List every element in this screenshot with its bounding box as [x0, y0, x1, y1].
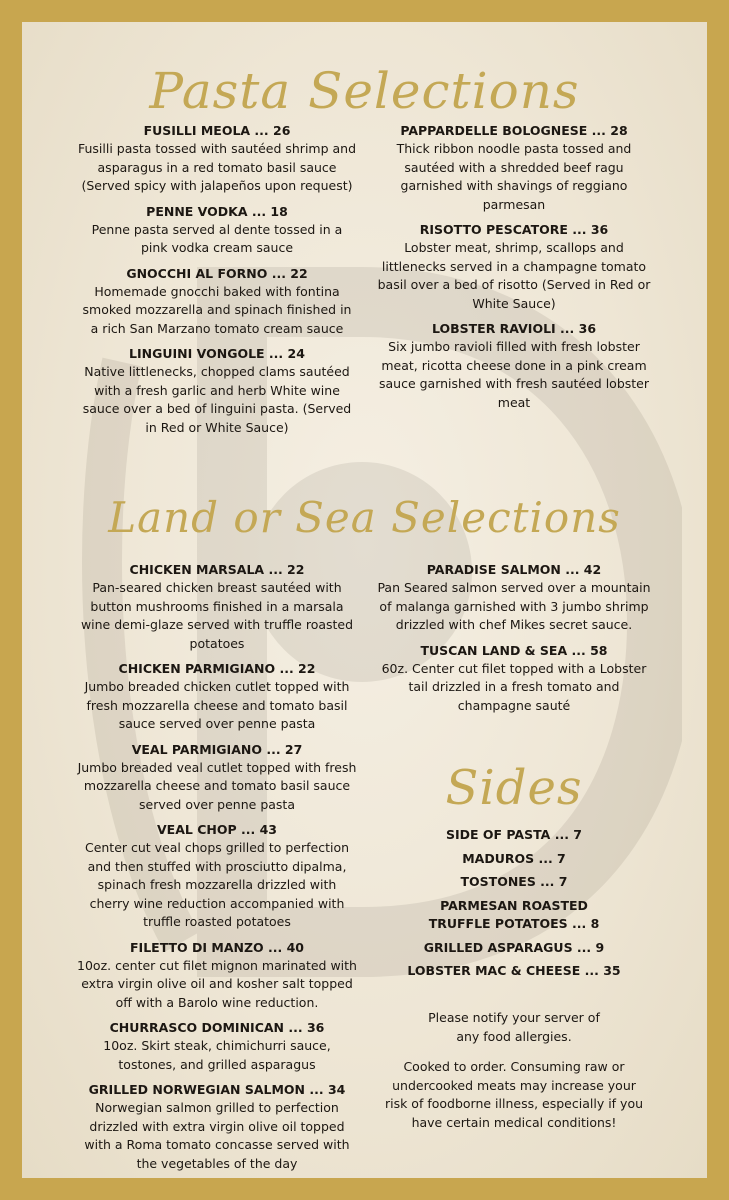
item-description: Center cut veal chops grilled to perfection and then stuffed with prosciutto dipalma, spinach fresh mozzarella drizzled with cherry wine reduction accompanied with truffle roasted potatoes [84, 840, 350, 929]
item-name: VEAL PARMIGIANO ... 27 [131, 741, 303, 757]
land-left-column [77, 561, 357, 1178]
menu-item [77, 345, 357, 437]
item-name: TUSCAN LAND & SEA ... 58 [420, 642, 608, 658]
item-description: Thick ribbon noodle pasta tossed and sautéed with a shredded beef ragu garnished with shavings of reggiano parmesan [396, 141, 632, 212]
item-description: Penne pasta served al dente tossed in a pink vodka cream sauce [91, 221, 343, 255]
menu-item [374, 221, 654, 313]
pasta-right-column [374, 122, 654, 419]
item-description: Lobster meat, shrimp, scallops and littlenecks served in a champagne tomato basil over a bed of risotto (Served in Red or White Sauce) [377, 240, 651, 311]
item-description: Homemade gnocchi baked with fontina smoked mozzarella and spinach finished in a rich San Marzano tomato cream sauce [82, 283, 352, 336]
side-item: SIDE OF PASTA ... 7 [445, 827, 582, 842]
item-description: Jumbo breaded chicken cutlet topped with fresh mozzarella cheese and tomato basil sauce served over penne pasta [84, 679, 350, 731]
pasta-heading: Pasta Selections [149, 62, 580, 120]
menu-item [77, 203, 357, 258]
menu-page [22, 22, 707, 1178]
item-description: 60z. Center cut filet topped with a Lobster tail drizzled in a fresh tomato and champagne sauté [381, 660, 647, 713]
sides-list [374, 826, 654, 986]
item-name: RISOTTO PESCATORE ... 36 [419, 222, 609, 237]
item-description: Norwegian salmon grilled to perfection drizzled with extra virgin olive oil topped with a Roma tomato concasse served with the vegetables of the day [84, 1100, 350, 1171]
item-description: Native littlenecks, chopped clams sautéed with a fresh garlic and herb White wine sauce over a bed of linguini pasta. (Served in Red or White Sauce) [82, 364, 352, 435]
land-sea-heading: Land or Sea Selections [108, 493, 621, 542]
item-description: Pan Seared salmon served over a mountain of malanga garnished with 3 jumbo shrimp drizzled with chef Mikes secret sauce. [377, 580, 651, 632]
notes [374, 1009, 654, 1144]
item-name: PARADISE SALMON ... 42 [426, 562, 602, 577]
consumer-advisory: Cooked to order. Consuming raw or undercooked meats may increase your risk of foodborne illness, especially if you have certain medical conditions! [384, 1059, 644, 1130]
side-item: LOBSTER MAC & CHEESE ... 35 [407, 963, 621, 978]
item-name: GRILLED NORWEGIAN SALMON ... 34 [88, 1082, 346, 1097]
item-name: CHURRASCO DOMINICAN ... 36 [109, 1020, 325, 1035]
item-name: FILETTO DI MANZO ... 40 [130, 939, 304, 955]
item-name: LINGUINI VONGOLE ... 24 [129, 346, 305, 361]
pasta-left-column [77, 122, 357, 444]
menu-item [77, 122, 357, 196]
item-name: CHICKEN MARSALA ... 22 [129, 562, 305, 577]
item-description: Jumbo breaded veal cutlet topped with fresh mozzarella cheese and tomato basil sauce served over penne pasta [77, 759, 357, 812]
item-description: 10oz. center cut filet mignon marinated with extra virgin olive oil and kosher salt topped off with a Barolo wine reduction. [77, 957, 357, 1010]
item-name: PENNE VODKA ... 18 [146, 203, 288, 219]
menu-item [374, 320, 654, 412]
allergy-note: Please notify your server of any food allergies. [428, 1010, 600, 1044]
item-name: VEAL CHOP ... 43 [157, 822, 277, 837]
menu-item [77, 1081, 357, 1173]
side-item: GRILLED ASPARAGUS ... 9 [423, 939, 605, 955]
menu-item [77, 939, 357, 1013]
item-description: Fusilli pasta tossed with sautéed shrimp and asparagus in a red tomato basil sauce (Served spicy with jalapeños upon request) [77, 141, 357, 193]
side-item: PARMESAN ROASTED TRUFFLE POTATOES ... 8 [428, 897, 600, 931]
item-name: LOBSTER RAVIOLI ... 36 [431, 321, 597, 336]
menu-item [77, 660, 357, 734]
land-right-column [374, 561, 654, 722]
menu-item [374, 561, 654, 635]
menu-item [77, 821, 357, 932]
menu-item [77, 741, 357, 815]
menu-item [77, 561, 357, 653]
side-item: TOSTONES ... 7 [460, 874, 568, 889]
item-description: Pan-seared chicken breast sautéed with button mushrooms finished in a marsala wine demi-glaze served with truffle roasted potatoes [80, 580, 354, 651]
item-name: PAPPARDELLE BOLOGNESE ... 28 [400, 123, 628, 138]
menu-item [374, 642, 654, 716]
menu-item [374, 122, 654, 214]
item-description: 10oz. Skirt steak, chimichurri sauce, tostones, and grilled asparagus [103, 1038, 331, 1072]
item-name: CHICKEN PARMIGIANO ... 22 [118, 661, 316, 676]
side-item: MADUROS ... 7 [462, 850, 566, 866]
menu-item [77, 265, 357, 339]
item-name: GNOCCHI AL FORNO ... 22 [126, 265, 308, 281]
item-name: FUSILLI MEOLA ... 26 [143, 123, 291, 138]
sides-heading: Sides [445, 760, 583, 816]
menu-item [77, 1019, 357, 1074]
item-description: Six jumbo ravioli filled with fresh lobster meat, ricotta cheese done in a pink cream sauce garnished with fresh sautéed lobster meat [378, 339, 649, 410]
